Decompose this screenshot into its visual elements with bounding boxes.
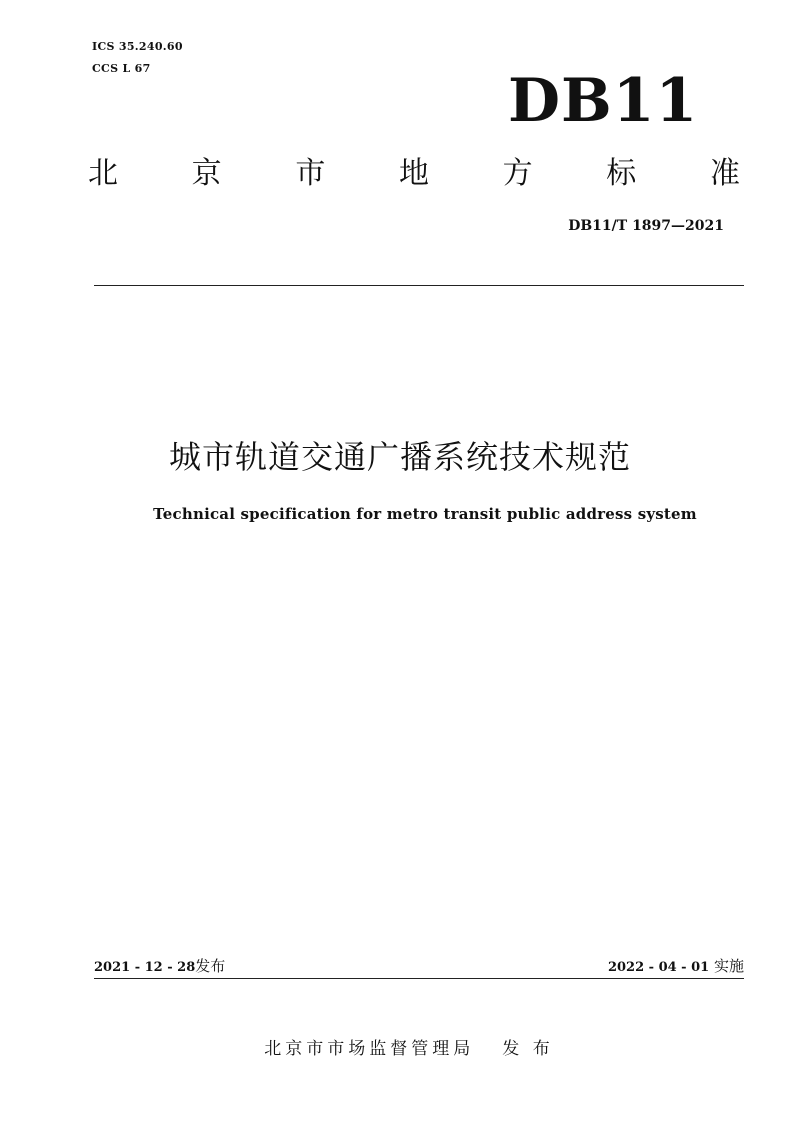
ccs-code: CCS L 67	[92, 62, 151, 75]
standard-type-char: 京	[191, 156, 222, 191]
implementation-date	[608, 956, 744, 978]
implementation-date-value: 2022 - 04 - 01	[607, 960, 710, 975]
standard-type-char: 北	[88, 156, 118, 191]
title-english: Technical specification for metro transit public address system	[153, 505, 697, 523]
bottom-divider	[94, 978, 744, 979]
standard-type	[88, 150, 740, 198]
standard-type-char: 准	[709, 156, 740, 191]
standard-number: DB11/T 1897—2021	[568, 218, 724, 234]
issuer-name: 北京市市场监督管理局	[264, 1039, 475, 1059]
standard-type-char: 地	[398, 156, 429, 191]
standard-type-char: 市	[295, 156, 326, 191]
implementation-label: 实施	[713, 957, 744, 975]
ics-code: ICS 35.240.60	[92, 40, 183, 53]
standard-type-char: 方	[502, 156, 533, 191]
issuer-action: 发 布	[502, 1039, 554, 1059]
title-chinese: 城市轨道交通广播系统技术规范	[168, 438, 631, 476]
issue-label: 发布	[195, 957, 226, 975]
standard-mark: DB11	[508, 66, 699, 136]
top-divider	[94, 285, 744, 286]
issue-date-value: 2021 - 12 - 28	[94, 960, 196, 975]
issue-date	[94, 956, 225, 978]
standard-type-char: 标	[606, 156, 637, 191]
issuer	[0, 1034, 800, 1059]
